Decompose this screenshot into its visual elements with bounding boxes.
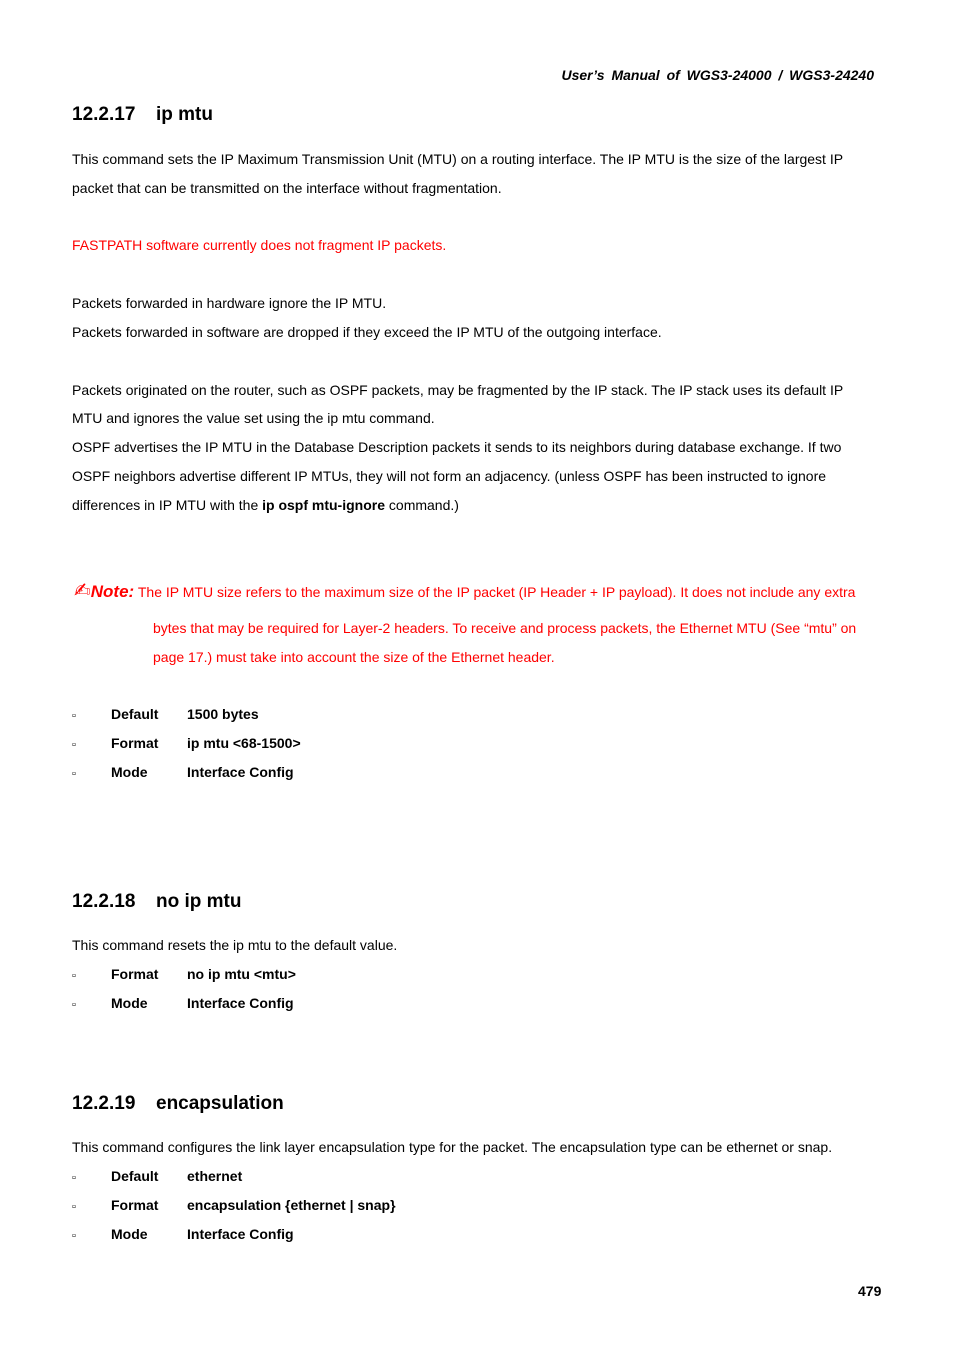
- param-value: Interface Config: [187, 1226, 294, 1242]
- note-colon: :: [128, 582, 135, 601]
- param-value: 1500 bytes: [187, 706, 259, 722]
- bullet-icon: ▫: [72, 768, 76, 780]
- section-title: ip mtu: [156, 104, 213, 125]
- section-number: 12.2.19: [72, 1093, 136, 1114]
- paragraph-line: This command sets the IP Maximum Transmission Unit (MTU) on a routing interface. The IP MTU is the size of the largest IP: [72, 151, 844, 167]
- param-label: Mode: [111, 1226, 148, 1242]
- param-value: Interface Config: [187, 995, 294, 1011]
- command-name: ip ospf mtu-ignore: [262, 497, 386, 513]
- paragraph-line: Packets forwarded in hardware ignore the IP MTU.: [72, 295, 387, 311]
- param-row-format: [72, 1197, 396, 1213]
- param-value: ip mtu <68-1500>: [187, 735, 301, 751]
- param-label: Default: [111, 1168, 159, 1184]
- section-title: no ip mtu: [156, 891, 242, 912]
- param-row-format: [72, 735, 301, 751]
- bullet-icon: ▫: [72, 1172, 76, 1184]
- note-text: page 17.) must take into account the size of the Ethernet header.: [153, 649, 555, 665]
- bullet-icon: ▫: [72, 999, 76, 1011]
- text-run: command.): [385, 497, 459, 513]
- section-heading-ip-mtu: [72, 104, 213, 126]
- paragraph-line: MTU and ignores the value set using the ip mtu command.: [72, 410, 435, 426]
- param-label: Mode: [111, 764, 148, 780]
- param-label: Default: [111, 706, 159, 722]
- param-value: encapsulation {ethernet | snap}: [187, 1197, 396, 1213]
- paragraph-line: [72, 497, 459, 513]
- param-row-default: [72, 706, 259, 722]
- paragraph-line: OSPF neighbors advertise different IP MTUs, they will not form an adjacency. (unless OSPF has been instructed to ignore: [72, 468, 827, 484]
- fragment-warning-text: FASTPATH software currently does not fragment IP packets.: [72, 237, 447, 253]
- paragraph-line: Packets forwarded in software are dropped if they exceed the IP MTU of the outgoing interface.: [72, 324, 662, 340]
- bullet-icon: ▫: [72, 739, 76, 751]
- paragraph-line: OSPF advertises the IP MTU in the Database Description packets it sends to its neighbors during database exchange. If two: [72, 439, 842, 455]
- section-number: 12.2.17: [72, 104, 136, 125]
- param-label: Format: [111, 1197, 159, 1213]
- running-header: User’s Manual of WGS3-24000 / WGS3-24240: [561, 67, 874, 83]
- note-label: Note: [90, 582, 129, 601]
- paragraph-line: Packets originated on the router, such as OSPF packets, may be fragmented by the IP stack. The IP stack uses its default IP: [72, 382, 844, 398]
- param-row-mode: [72, 995, 294, 1011]
- bullet-icon: ▫: [72, 1201, 76, 1213]
- page-number: 479: [858, 1283, 882, 1299]
- param-label: Mode: [111, 995, 148, 1011]
- section-title: encapsulation: [156, 1093, 284, 1114]
- bullet-icon: ▫: [72, 1230, 76, 1242]
- section-heading-encapsulation: [72, 1093, 284, 1115]
- note-text: bytes that may be required for Layer-2 headers. To receive and process packets, the Ethernet MTU (See “mtu” on: [153, 620, 857, 636]
- paragraph-line: This command resets the ip mtu to the default value.: [72, 937, 398, 953]
- param-label: Format: [111, 966, 159, 982]
- param-label: Format: [111, 735, 159, 751]
- bullet-icon: ▫: [72, 710, 76, 722]
- param-row-format: [72, 966, 296, 982]
- paragraph-line: This command configures the link layer encapsulation type for the packet. The encapsulation type can be ethernet or snap.: [72, 1139, 833, 1155]
- param-row-mode: [72, 764, 294, 780]
- note-line-1: [74, 578, 855, 603]
- section-heading-no-ip-mtu: [72, 891, 241, 913]
- param-row-mode: [72, 1226, 294, 1242]
- param-row-default: [72, 1168, 242, 1184]
- section-number: 12.2.18: [72, 891, 136, 912]
- bullet-icon: ▫: [72, 970, 76, 982]
- note-text: The IP MTU size refers to the maximum size of the IP packet (IP Header + IP payload). It does not include any extra: [137, 584, 856, 600]
- param-value: no ip mtu <mtu>: [187, 966, 296, 982]
- param-value: ethernet: [187, 1168, 243, 1184]
- writing-hand-icon: ✍: [74, 580, 91, 602]
- param-value: Interface Config: [187, 764, 294, 780]
- text-run: differences in IP MTU with the: [72, 497, 263, 513]
- paragraph-line: packet that can be transmitted on the interface without fragmentation.: [72, 180, 502, 196]
